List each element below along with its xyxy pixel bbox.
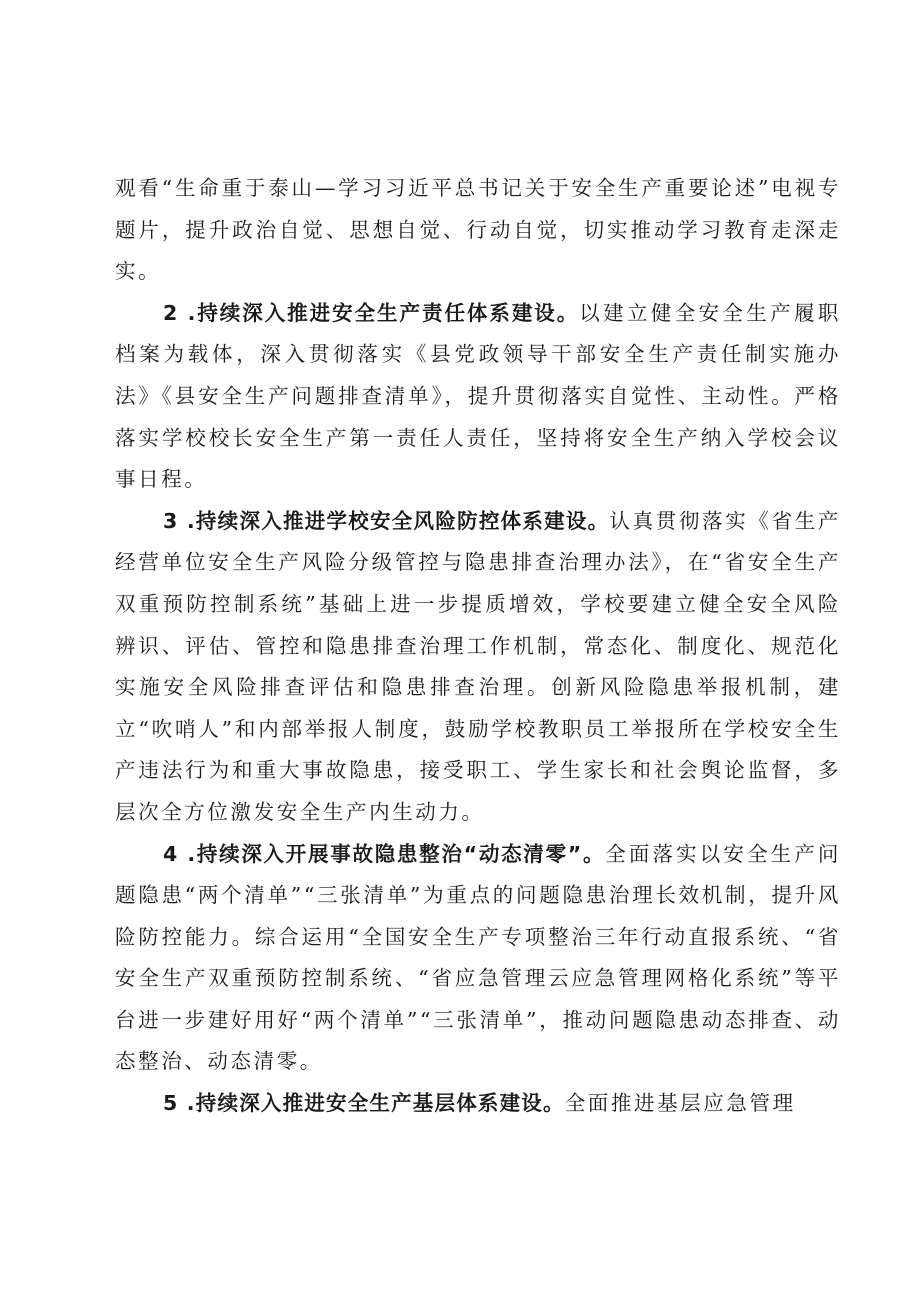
- paragraph-3: [115, 501, 841, 834]
- paragraph-1: [115, 168, 841, 293]
- paragraph-1-body: 观看“生命重于泰山—学习习近平总书记关于安全生产重要论述”电视专题片，提升政治自觉、思想自觉、行动自觉，切实推动学习教育走深走实。: [115, 176, 841, 284]
- paragraph-3-heading: 3 .持续深入推进学校安全风险防控体系建设。: [163, 508, 610, 533]
- paragraph-2-body: 以建立健全安全生产履职档案为载体，深入贯彻落实《县党政领导干部安全生产责任制实施办法》《县安全生产问题排查清单》，提升贯彻落实自觉性、主动性。严格落实学校校长安全生产第一责任人责任，坚持将安全生产纳入学校会议事日程。: [115, 300, 841, 492]
- paragraph-3-body: 认真贯彻落实《省生产经营单位安全生产风险分级管控与隐患排查治理办法》，在“省安全生产双重预防控制系统”基础上进一步提质增效，学校要建立健全安全风险辨识、评估、管控和隐患排查治理工作机制，常态化、制度化、规范化实施安全风险排查评估和隐患排查治理。创新风险隐患举报机制，建立“吹哨人”和内部举报人制度，鼓励学校教职员工举报所在学校安全生产违法行为和重大事故隐患，接受职工、学生家长和社会舆论监督，多层次全方位激发安全生产内生动力。: [115, 508, 841, 824]
- paragraph-2-heading: 2 .持续深入推进安全生产责任体系建设。: [163, 300, 580, 325]
- paragraph-5-body: 全面推进基层应急管理: [564, 1091, 796, 1116]
- paragraph-4-body: 全面落实以安全生产问题隐患“两个清单”“三张清单”为重点的问题隐患治理长效机制，提升风险防控能力。综合运用“全国安全生产专项整治三年行动直报系统、“省安全生产双重预防控制系统、“省应急管理云应急管理网格化系统”等平台进一步建好用好“两个清单”“三张清单”，推动问题隐患动态排查、动态整治、动态清零。: [115, 841, 841, 1074]
- paragraph-4: [115, 834, 841, 1084]
- paragraph-2: [115, 293, 841, 501]
- paragraph-4-heading: 4 .持续深入开展事故隐患整治“动态清零”。: [163, 841, 606, 866]
- document-body: [115, 168, 841, 1125]
- paragraph-5: [115, 1083, 841, 1125]
- paragraph-5-heading: 5 .持续深入推进安全生产基层体系建设。: [163, 1091, 565, 1116]
